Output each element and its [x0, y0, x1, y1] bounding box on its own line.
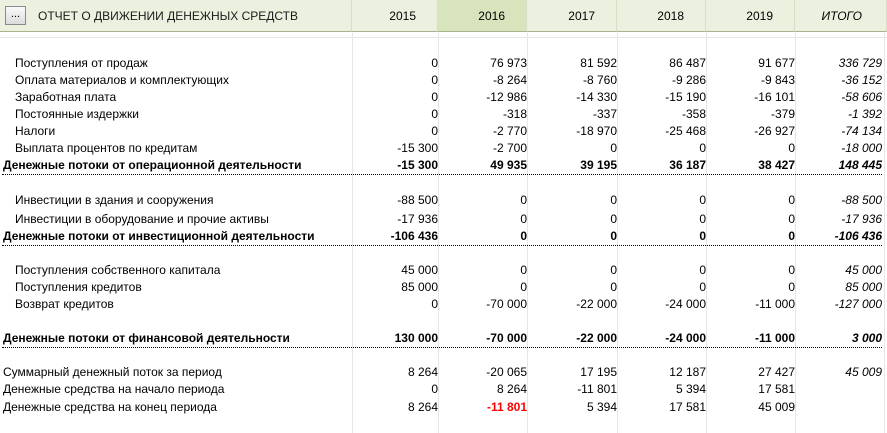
table-row-subtotal	[0, 157, 887, 174]
dotted-divider	[2, 347, 882, 348]
cell-2018[interactable]: 0	[699, 141, 706, 155]
cell-2018[interactable]: 0	[699, 280, 706, 294]
cell-2018[interactable]: -358	[681, 107, 706, 121]
cell-2016[interactable]: 0	[520, 263, 527, 277]
cell-2017[interactable]: -337	[592, 107, 617, 121]
row-label: Постоянные издержки	[15, 107, 139, 121]
cell-2018[interactable]: 17 581	[669, 400, 706, 414]
dotted-divider	[2, 174, 882, 175]
table-row	[0, 364, 887, 381]
table-row	[0, 262, 887, 279]
cell-2019[interactable]: 0	[788, 280, 795, 294]
cell-2019[interactable]: 0	[788, 263, 795, 277]
cell-2018[interactable]: -9 286	[671, 73, 706, 87]
table-row	[0, 55, 887, 72]
cell-2017[interactable]: -14 330	[576, 90, 617, 104]
row-label: Денежные потоки от инвестиционной деятельности	[3, 229, 315, 243]
row-label: Возврат кредитов	[15, 297, 114, 311]
year-header-2015: 2015	[352, 0, 438, 32]
cell-2016[interactable]: -70 000	[486, 331, 527, 345]
grid-line	[0, 37, 887, 38]
cell-2018[interactable]: -24 000	[665, 297, 706, 311]
cell-2017[interactable]: 0	[610, 212, 617, 226]
table-row	[0, 89, 887, 106]
cell-2017[interactable]: -22 000	[576, 297, 617, 311]
cell-2018[interactable]: 36 187	[669, 158, 706, 172]
table-row	[0, 140, 887, 157]
table-row	[0, 296, 887, 313]
cell-2015[interactable]: 130 000	[394, 331, 438, 345]
cell-2017[interactable]: 0	[610, 193, 617, 207]
report-title: ОТЧЕТ О ДВИЖЕНИИ ДЕНЕЖНЫХ СРЕДСТВ	[38, 9, 298, 23]
cell-total[interactable]: -18 000	[841, 141, 882, 155]
row-label: Выплата процентов по кредитам	[15, 141, 198, 155]
cell-2017[interactable]: 39 195	[580, 158, 617, 172]
cell-2016[interactable]: -70 000	[486, 297, 527, 311]
cell-2015[interactable]: 85 000	[401, 280, 438, 294]
header-title-cell	[0, 0, 352, 32]
cell-2019[interactable]: -379	[770, 107, 795, 121]
cell-total[interactable]: -74 134	[841, 124, 882, 138]
year-header-2018: 2018	[617, 0, 706, 32]
cell-2017[interactable]: 0	[610, 263, 617, 277]
cell-2019[interactable]: 91 677	[758, 56, 795, 70]
row-label: Денежные потоки от финансовой деятельности	[3, 331, 290, 345]
cell-2019[interactable]: 38 427	[758, 158, 795, 172]
row-label: Денежные потоки от операционной деятельности	[3, 158, 302, 172]
cell-2017[interactable]: 0	[610, 280, 617, 294]
cell-total[interactable]: 45 009	[845, 365, 882, 379]
menu-button[interactable]: ...	[5, 6, 26, 25]
cell-2018[interactable]: 0	[699, 193, 706, 207]
cell-2015[interactable]: -15 300	[397, 158, 438, 172]
cell-2016[interactable]: 0	[520, 229, 527, 243]
row-label: Поступления кредитов	[15, 280, 142, 294]
year-header-2019: 2019	[706, 0, 795, 32]
year-header-2016: 2016	[438, 0, 527, 32]
cell-2018[interactable]: 0	[699, 263, 706, 277]
cell-2015[interactable]: -106 436	[390, 229, 438, 243]
table-row-subtotal	[0, 228, 887, 245]
cell-total[interactable]: 3 000	[851, 331, 882, 345]
cell-2015[interactable]: 45 000	[401, 263, 438, 277]
row-label: Денежные средства на конец периода	[3, 400, 217, 414]
cell-2018[interactable]: -24 000	[665, 331, 706, 345]
cell-2015[interactable]: 0	[431, 90, 438, 104]
cell-total[interactable]: 148 445	[838, 158, 882, 172]
cell-2016[interactable]: -12 986	[486, 90, 527, 104]
table-row	[0, 72, 887, 89]
report-header	[0, 0, 887, 33]
cell-2018[interactable]: -25 468	[665, 124, 706, 138]
cell-2019[interactable]: 0	[788, 229, 795, 243]
cell-2018[interactable]: 86 487	[669, 56, 706, 70]
cell-2017[interactable]: -8 760	[582, 73, 617, 87]
row-label: Денежные средства на начало периода	[3, 382, 225, 396]
cell-2017[interactable]: 81 592	[580, 56, 617, 70]
table-row	[0, 106, 887, 123]
row-label: Суммарный денежный поток за период	[3, 365, 222, 379]
cell-2015[interactable]: 0	[431, 107, 438, 121]
cell-total[interactable]: -1 392	[847, 107, 882, 121]
cell-2015[interactable]: 0	[431, 382, 438, 396]
cell-2016[interactable]: 0	[520, 193, 527, 207]
cell-2016[interactable]: 0	[520, 212, 527, 226]
cell-total[interactable]: 336 729	[838, 56, 882, 70]
cell-2015[interactable]: 8 264	[407, 400, 438, 414]
cell-2017[interactable]: 17 195	[580, 365, 617, 379]
cell-2015[interactable]: 0	[431, 124, 438, 138]
cell-2018[interactable]: 12 187	[669, 365, 706, 379]
table-row	[0, 279, 887, 296]
row-label: Оплата материалов и комплектующих	[15, 73, 229, 87]
cell-total[interactable]: 85 000	[845, 280, 882, 294]
cell-total[interactable]: -127 000	[834, 297, 882, 311]
table-row-subtotal	[0, 330, 887, 347]
cell-2016[interactable]: 8 264	[496, 382, 527, 396]
cell-2016[interactable]: 0	[520, 280, 527, 294]
cell-2019[interactable]: -16 101	[754, 90, 795, 104]
cell-total[interactable]: -58 606	[841, 90, 882, 104]
cell-2019[interactable]: -11 000	[754, 331, 795, 345]
row-label: Инвестиции в здания и сооружения	[15, 193, 214, 207]
table-row	[0, 399, 887, 416]
cell-2017[interactable]: 0	[610, 229, 617, 243]
table-row	[0, 381, 887, 398]
cell-2019[interactable]: -26 927	[754, 124, 795, 138]
cell-total[interactable]: -17 936	[841, 212, 882, 226]
cell-2016[interactable]: -2 700	[492, 141, 527, 155]
table-row	[0, 211, 887, 228]
cell-2018[interactable]: 5 394	[675, 382, 706, 396]
cell-2015[interactable]: 0	[431, 297, 438, 311]
cell-2017[interactable]: -22 000	[576, 331, 617, 345]
cell-2016[interactable]: -2 770	[492, 124, 527, 138]
cell-2019[interactable]: 17 581	[758, 382, 795, 396]
cell-2015[interactable]: -17 936	[397, 212, 438, 226]
cell-2017[interactable]: -11 801	[577, 382, 617, 396]
row-label: Инвестиции в оборудование и прочие активы	[15, 212, 269, 226]
cell-2019[interactable]: -11 000	[755, 297, 795, 311]
cell-2018[interactable]: 0	[699, 229, 706, 243]
cell-2019[interactable]: 45 009	[758, 400, 795, 414]
cell-2016-negative[interactable]: -11 801	[486, 400, 527, 414]
row-label: Поступления от продаж	[15, 56, 148, 70]
cell-total[interactable]: -36 152	[841, 73, 882, 87]
cell-2018[interactable]: 0	[699, 212, 706, 226]
table-row	[0, 123, 887, 140]
cell-2019[interactable]: 0	[788, 193, 795, 207]
cell-2017[interactable]: 0	[610, 141, 617, 155]
row-label: Налоги	[15, 124, 56, 138]
total-header: ИТОГО	[795, 0, 887, 32]
cell-2019[interactable]: 27 427	[758, 365, 795, 379]
cell-total[interactable]: 45 000	[845, 263, 882, 277]
cell-2017[interactable]: -18 970	[576, 124, 617, 138]
cell-total[interactable]: -88 500	[841, 193, 882, 207]
cell-2017[interactable]: 5 394	[586, 400, 617, 414]
cell-2016[interactable]: -20 065	[486, 365, 527, 379]
cell-2018[interactable]: -15 190	[665, 90, 706, 104]
cell-2015[interactable]: 8 264	[407, 365, 438, 379]
cell-2015[interactable]: -15 300	[397, 141, 438, 155]
year-header-2017: 2017	[527, 0, 617, 32]
table-row	[0, 192, 887, 209]
row-label: Поступления собственного капитала	[15, 263, 221, 277]
cell-2015[interactable]: 0	[431, 73, 438, 87]
cell-2016[interactable]: 49 935	[490, 158, 527, 172]
cell-2016[interactable]: -318	[502, 107, 527, 121]
cell-2019[interactable]: 0	[788, 141, 795, 155]
cell-2016[interactable]: 76 973	[490, 56, 527, 70]
cell-total[interactable]: -106 436	[834, 229, 882, 243]
cell-2019[interactable]: -9 843	[760, 73, 795, 87]
cell-2019[interactable]: 0	[788, 212, 795, 226]
cell-2015[interactable]: -88 500	[397, 193, 438, 207]
cell-2015[interactable]: 0	[431, 56, 438, 70]
dotted-divider	[2, 245, 882, 246]
cell-2016[interactable]: -8 264	[492, 73, 527, 87]
row-label: Заработная плата	[15, 90, 117, 104]
